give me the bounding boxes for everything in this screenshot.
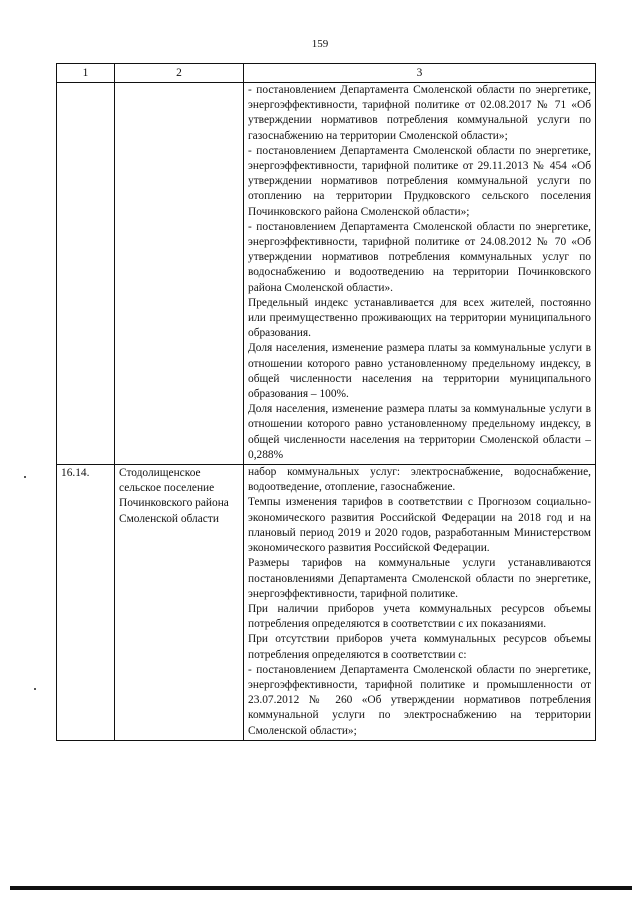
table-header-row: [57, 64, 596, 83]
column-header-2: 2: [115, 64, 244, 83]
paragraph: Темпы изменения тарифов в соответствии с Прогнозом социально-экономического развития Российской Федерации на 2018 год и на плановый период 2019 и 2020 годов, разработанным Министерством экономического развития Российской Федерации.: [248, 496, 591, 555]
column-header-3: 3: [244, 64, 596, 83]
column-header-1: 1: [57, 64, 115, 83]
paragraph: - постановлением Департамента Смоленской области по энергетике, энергоэффективности, тарифной политике и промышленности от 23.07.2012 № 260 «Об утверждении нормативов потребления коммунальной услуги по электроснабжению на территории Смоленской области»;: [248, 663, 591, 737]
paragraph: При наличии приборов учета коммунальных ресурсов объемы потребления определяются в соответствии с их показаниями.: [248, 602, 591, 631]
paragraph: Размеры тарифов на коммунальные услуги устанавливаются постановлениями Департамента Смоленской области по энергетике, энергоэффективности, тарифной политике.: [248, 557, 591, 600]
description-cell: [244, 465, 596, 741]
row-number-cell: [57, 83, 115, 465]
paragraph: набор коммунальных услуг: электроснабжение, водоснабжение, водоотведение, отопление, газоснабжение.: [248, 466, 591, 494]
paragraph: - постановлением Департамента Смоленской области по энергетике, энергоэффективности, тарифной политике от 02.08.2017 № 71 «Об утверждении нормативов потребления коммунальной услуги по газоснабжению на территории Смоленской области»;: [248, 84, 591, 142]
paragraph: Доля населения, изменение размера платы за коммунальные услуги в отношении которого равно установленному предельному индексу, в общей численности населения на территории Смоленской области – 0,288%: [248, 403, 591, 461]
paragraph: - постановлением Департамента Смоленской области по энергетике, энергоэффективности, тарифной политике от 24.08.2012 № 70 «Об утверждении нормативов потребления коммунальных услуг по водоснабжению и водоотведению на территории Починковского района Смоленской области».: [248, 220, 591, 294]
settlement-name-cell: Стодолищенское сельское поселение Починковского района Смоленской области: [115, 465, 244, 741]
description-cell: [244, 83, 596, 465]
scan-speck: [24, 476, 26, 478]
paragraph: - постановлением Департамента Смоленской области по энергетике, энергоэффективности, тарифной политике от 29.11.2013 № 454 «Об утверждении нормативов потребления коммунальной услуги по отоплению на территории Прудковского сельского поселения Починковского района Смоленской области»;: [248, 144, 591, 218]
page-number: 159: [311, 38, 329, 50]
row-number-cell: 16.14.: [57, 465, 115, 741]
paragraph: Предельный индекс устанавливается для всех жителей, постоянно или преимущественно проживающих на территории муниципального образования.: [248, 296, 591, 340]
paragraph: При отсутствии приборов учета коммунальных ресурсов объемы потребления определяются в соответствии с:: [248, 633, 591, 661]
scan-edge-bar: [10, 886, 632, 890]
paragraph: Доля населения, изменение размера платы за коммунальные услуги в отношении которого равно установленному предельному индексу, в общей численности населения на территории муниципального образования – 100%.: [248, 342, 591, 401]
settlement-name-cell: [115, 83, 244, 465]
table-row: [57, 465, 596, 741]
document-table: [56, 63, 596, 741]
scan-speck: [34, 688, 36, 690]
table-row: [57, 83, 596, 465]
